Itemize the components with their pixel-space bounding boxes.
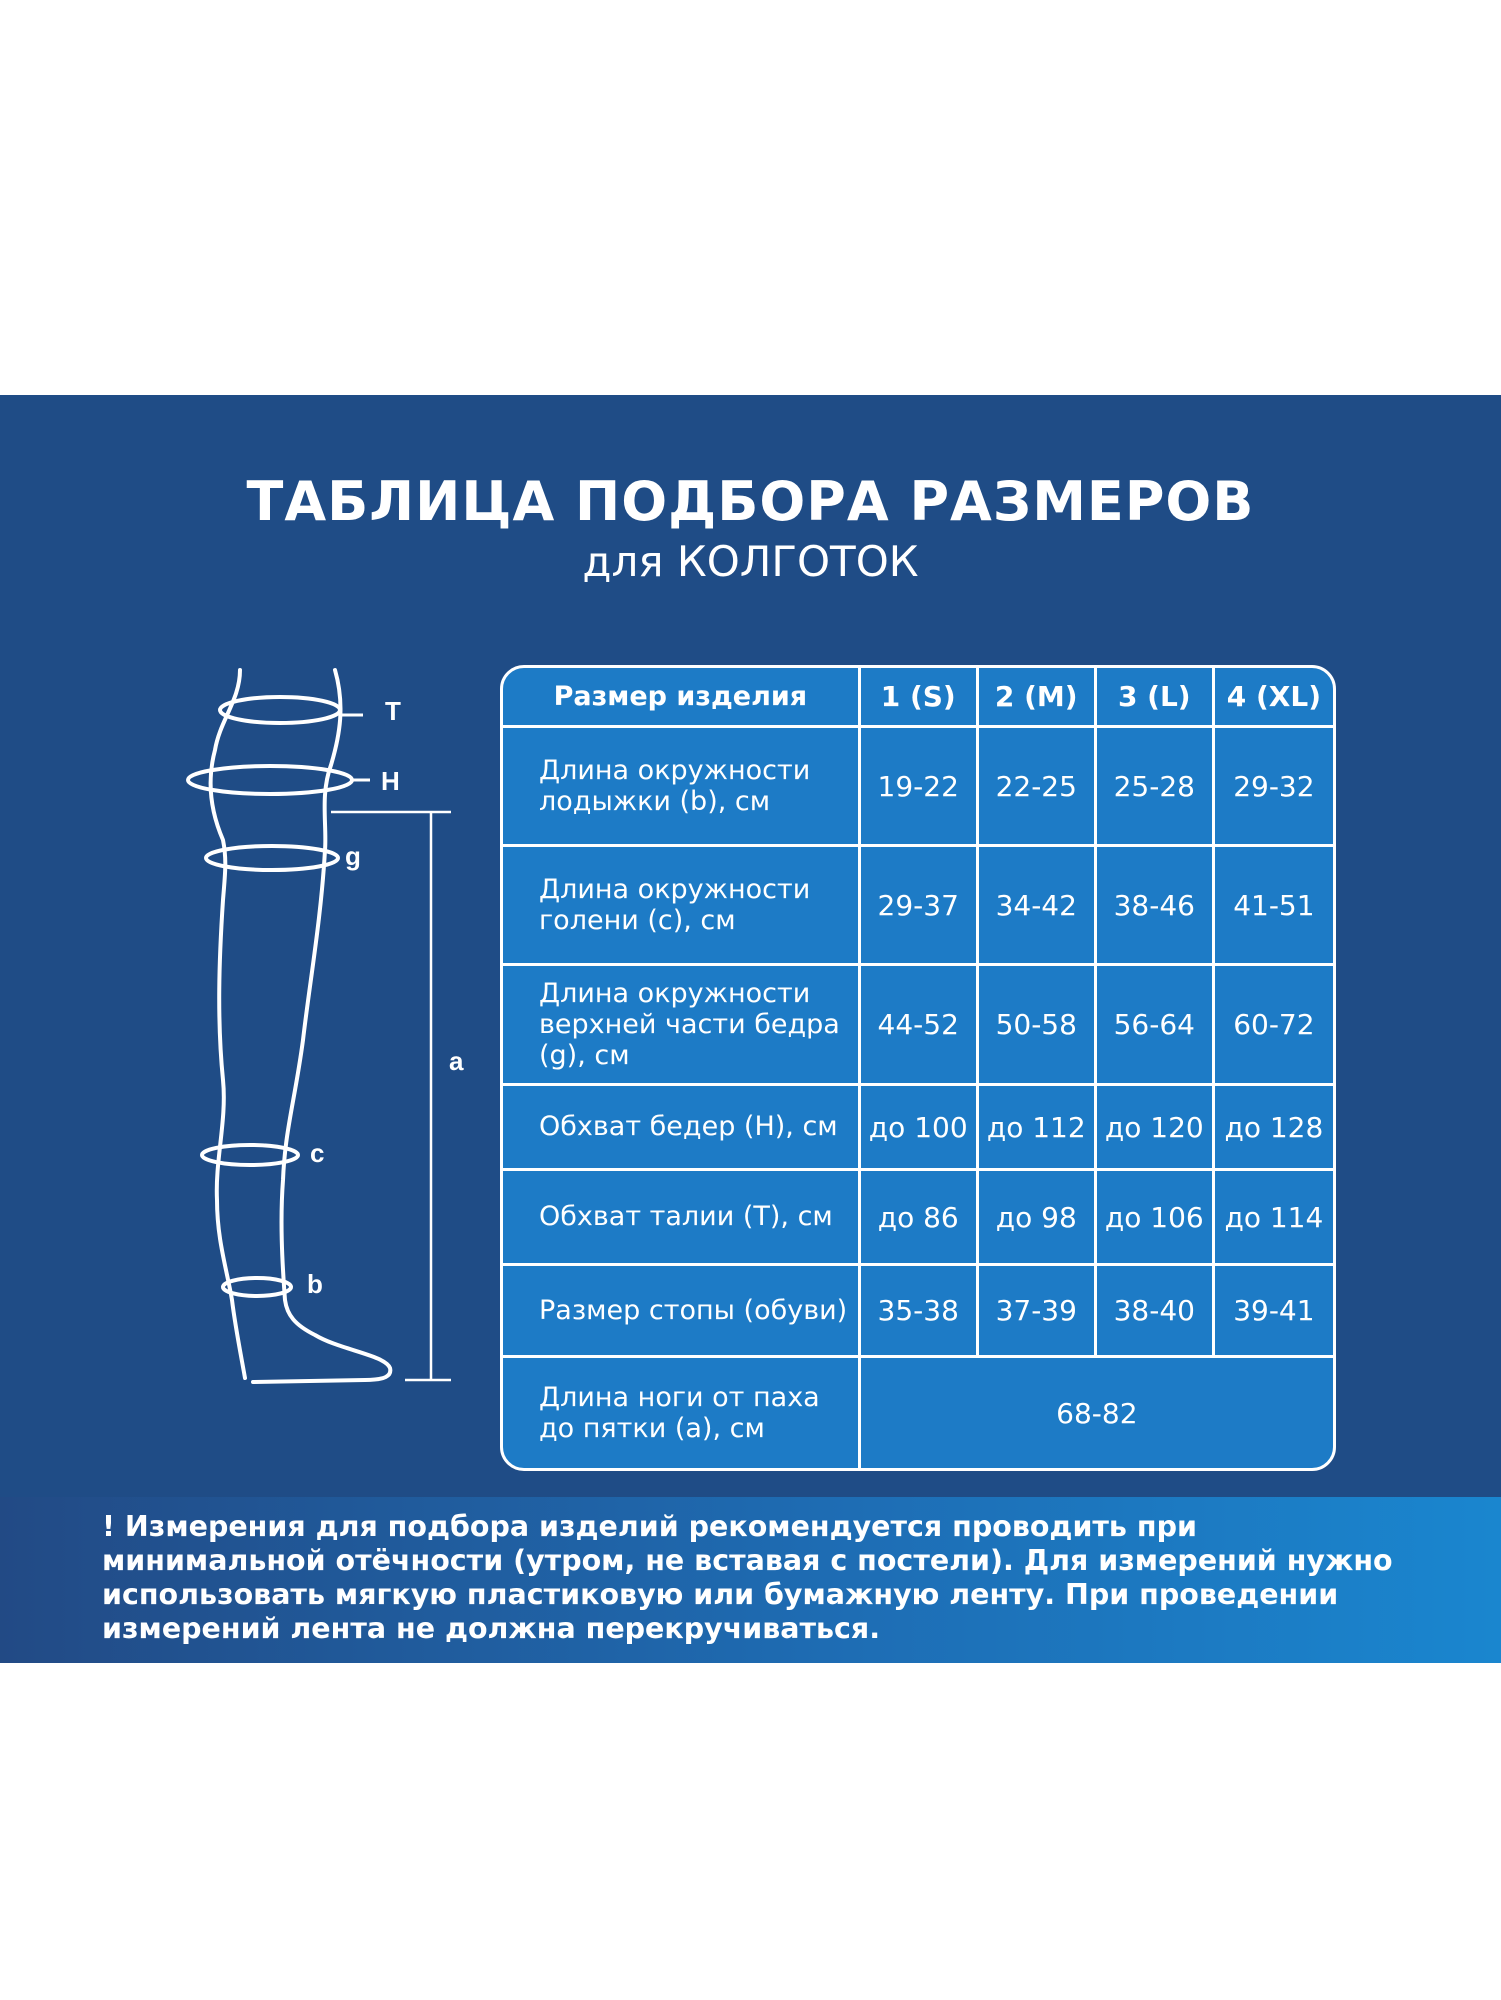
table-cell: до 128 — [1215, 1086, 1333, 1171]
table-cell: 34-42 — [979, 847, 1097, 966]
table-cell-merged: 68-82 — [1056, 1396, 1138, 1430]
table-cell: 29-37 — [861, 847, 979, 966]
table-cell: 22-25 — [979, 728, 1097, 847]
ankle-ring-b — [223, 1278, 291, 1296]
row-label: Длина окружности верхней части бедра (g), см — [503, 966, 861, 1086]
header-size-xl: 4 (XL) — [1215, 668, 1333, 728]
table-cell: 50-58 — [979, 966, 1097, 1086]
header-size-s: 1 (S) — [861, 668, 979, 728]
table-cell: до 106 — [1097, 1171, 1215, 1266]
header-size-l: 3 (L) — [1097, 668, 1215, 728]
table-cell: 39-41 — [1215, 1266, 1333, 1358]
table-cell: до 120 — [1097, 1086, 1215, 1171]
table-cell: 60-72 — [1215, 966, 1333, 1086]
table-cell: 38-40 — [1097, 1266, 1215, 1358]
table-cell: 56-64 — [1097, 966, 1215, 1086]
table-cell: 29-32 — [1215, 728, 1333, 847]
leg-back-outline — [211, 670, 245, 1378]
header-product-size: Размер изделия — [503, 668, 861, 728]
page-title: ТАБЛИЦА ПОДБОРА РАЗМЕРОВ — [246, 470, 1255, 533]
size-table — [500, 665, 1336, 1471]
label-c: c — [310, 1138, 325, 1168]
label-T: T — [385, 696, 401, 726]
row-label: Длина окружности голени (c), см — [503, 847, 861, 966]
table-row — [503, 728, 1333, 847]
measurement-note: ! Измерения для подбора изделий рекомендуется проводить при минимальной отёчности (утром, не вставая с постели). Для измерений нужно использовать мягкую пластиковую или бумажную ленту. При проведении измерений лента не должна перекручиваться. — [102, 1510, 1393, 1645]
table-cell: 37-39 — [979, 1266, 1097, 1358]
table-cell: 19-22 — [861, 728, 979, 847]
label-g: g — [345, 841, 361, 871]
page-subtitle: для КОЛГОТОК — [582, 537, 919, 586]
table-cell: до 114 — [1215, 1171, 1333, 1266]
table-row — [503, 1086, 1333, 1171]
table-row — [503, 847, 1333, 966]
table-cell: до 100 — [861, 1086, 979, 1171]
label-a: a — [449, 1046, 464, 1076]
table-row — [503, 1171, 1333, 1266]
table-cell: 38-46 — [1097, 847, 1215, 966]
leg-measurement-figure — [145, 660, 505, 1390]
row-label: Обхват бедер (H), см — [503, 1086, 861, 1171]
table-cell: 44-52 — [861, 966, 979, 1086]
row-label: Обхват талии (T), см — [503, 1171, 861, 1266]
table-cell: до 98 — [979, 1171, 1097, 1266]
row-label: Длина ноги от паха до пятки (a), см — [503, 1358, 861, 1468]
table-cell: 41-51 — [1215, 847, 1333, 966]
table-row — [503, 966, 1333, 1086]
label-H: H — [381, 766, 400, 796]
table-row — [503, 1266, 1333, 1358]
row-label: Длина окружности лодыжки (b), см — [503, 728, 861, 847]
table-cell: 25-28 — [1097, 728, 1215, 847]
table-cell: до 112 — [979, 1086, 1097, 1171]
table-cell: 35-38 — [861, 1266, 979, 1358]
table-header-row — [503, 668, 1333, 728]
table-cell: до 86 — [861, 1171, 979, 1266]
row-label: Размер стопы (обуви) — [503, 1266, 861, 1358]
label-b: b — [307, 1269, 323, 1299]
table-row — [503, 1358, 1333, 1468]
header-size-m: 2 (M) — [979, 668, 1097, 728]
waist-ring-T — [220, 697, 340, 723]
